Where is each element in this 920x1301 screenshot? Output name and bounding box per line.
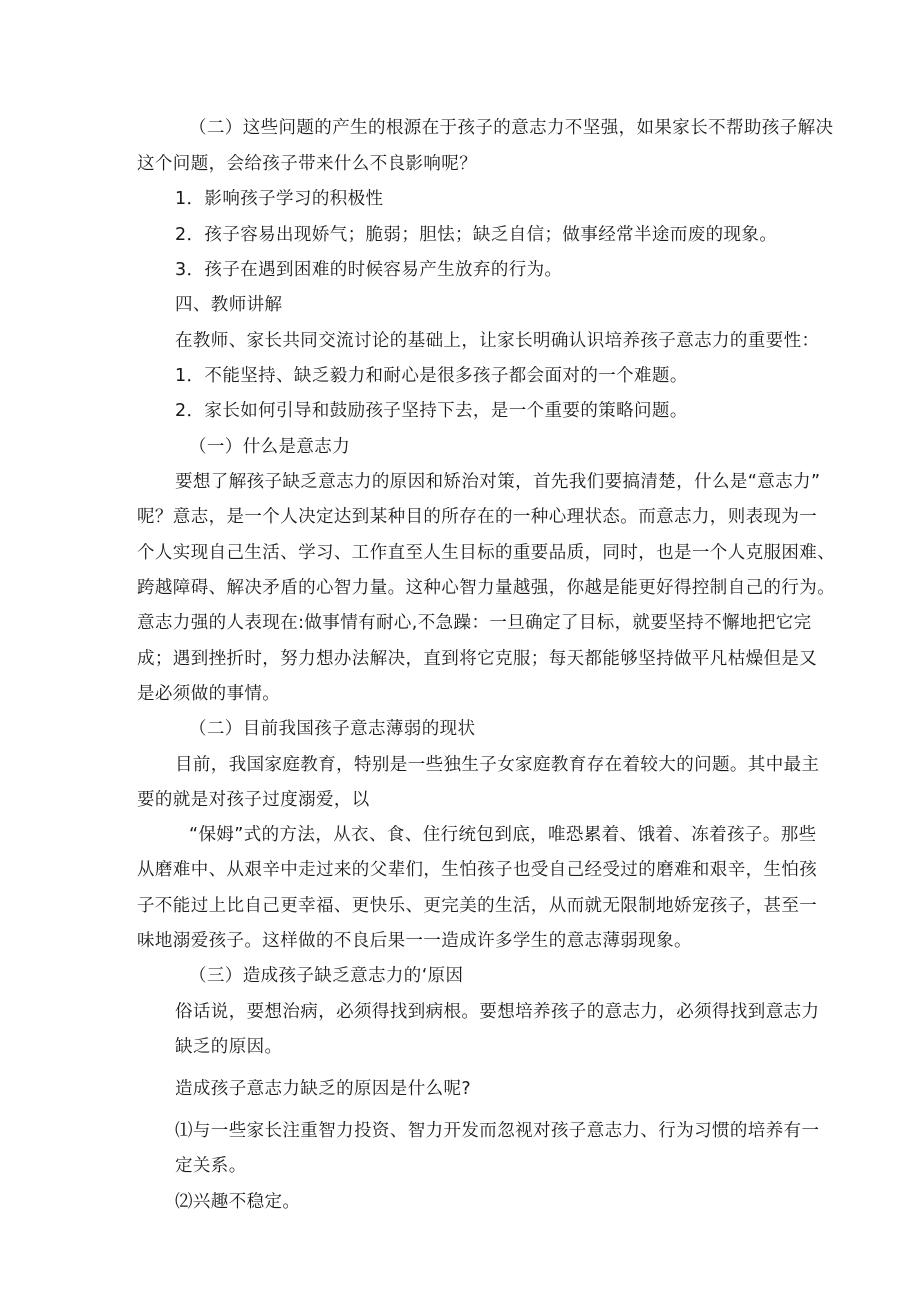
- list-item: 1．不能坚持、缺乏毅力和耐心是很多孩子都会面对的一个难题。: [175, 366, 688, 386]
- paragraph-line: 跨越障碍、解决矛盾的心智力量。这种心智力量越强，你越是能更好得控制自己的行为。: [137, 578, 836, 598]
- paragraph-line: 呢？意志，是一个人决定达到某种目的所存在的一种心理状态。而意志力，则表现为一: [137, 507, 818, 527]
- list-item: 2．孩子容易出现娇气；脆弱；胆怯；缺乏自信；做事经常半途而废的现象。: [175, 225, 778, 245]
- subsection-heading: （一）什么是意志力: [189, 437, 351, 457]
- list-item: 2．家长如何引导和鼓励孩子坚持下去，是一个重要的策略问题。: [175, 401, 688, 421]
- paragraph-line: 造成孩子意志力缺乏的原因是什么呢?: [175, 1079, 472, 1099]
- paragraph-line: 成；遇到挫折时，努力想办法解决，直到将它克服；每天都能够坚持做平凡枯燥但是又: [137, 649, 818, 669]
- paragraph-line: 缺乏的原因。: [175, 1037, 283, 1057]
- list-item: 3．孩子在遇到困难的时候容易产生放弃的行为。: [175, 260, 563, 280]
- paragraph-line: 从磨难中、从艰辛中走过来的父辈们，生怕孩子也受自己经受过的磨难和艰辛，生怕孩: [137, 860, 818, 880]
- paragraph-line: 个人实现自己生活、学习、工作直至人生目标的重要品质，同时，也是一个人克服困难、: [137, 543, 836, 563]
- list-item: ⑵兴趣不稳定。: [175, 1192, 301, 1212]
- subsection-heading: （三）造成孩子缺乏意志力的‘原因: [189, 966, 464, 986]
- list-item: ⑴与一些家长注重智力投资、智力开发而忽视对孩子意志力、行为习惯的培养有一: [175, 1121, 820, 1141]
- paragraph-line: 俗话说，要想治病，必须得找到病根。要想培养孩子的意志力，必须得找到意志力: [175, 1002, 820, 1022]
- paragraph-line: 子不能过上比自己更幸福、更快乐、更完美的生活，从而就无限制地娇宠孩子，甚至一: [137, 896, 818, 916]
- paragraph-line: 是必须做的事情。: [137, 684, 281, 704]
- paragraph-line: 意志力强的人表现在:做事情有耐心,不急躁：一旦确定了目标，就要坚持不懈地把它完: [137, 613, 812, 633]
- paragraph-line: 在教师、家长共同交流讨论的基础上，让家长明确认识培养孩子意志力的重要性：: [175, 331, 820, 351]
- paragraph-line: 味地溺爱孩子。这样做的不良后果一一造成许多学生的意志薄弱现象。: [137, 931, 692, 951]
- list-item: 定关系。: [175, 1156, 247, 1176]
- paragraph-line: 目前，我国家庭教育，特别是一些独生子女家庭教育存在着较大的问题。其中最主: [175, 755, 820, 775]
- paragraph-line: “保姆”式的方法，从衣、食、住行统包到底，唯恐累着、饿着、冻着孩子。那些: [189, 825, 817, 845]
- paragraph-line: （二）这些问题的产生的根源在于孩子的意志力不坚强，如果家长不帮助孩子解决: [189, 118, 834, 138]
- paragraph-line: 要想了解孩子缺乏意志力的原因和矫治对策，首先我们要搞清楚，什么是“意志力”: [175, 472, 821, 492]
- section-heading: 四、教师讲解: [175, 295, 283, 315]
- subsection-heading: （二）目前我国孩子意志薄弱的现状: [189, 719, 476, 739]
- paragraph-line: 这个问题，会给孩子带来什么不良影响呢？: [137, 154, 478, 174]
- list-item: 1．影响孩子学习的积极性: [175, 189, 384, 209]
- paragraph-line: 要的就是对孩子过度溺爱，以: [137, 790, 370, 810]
